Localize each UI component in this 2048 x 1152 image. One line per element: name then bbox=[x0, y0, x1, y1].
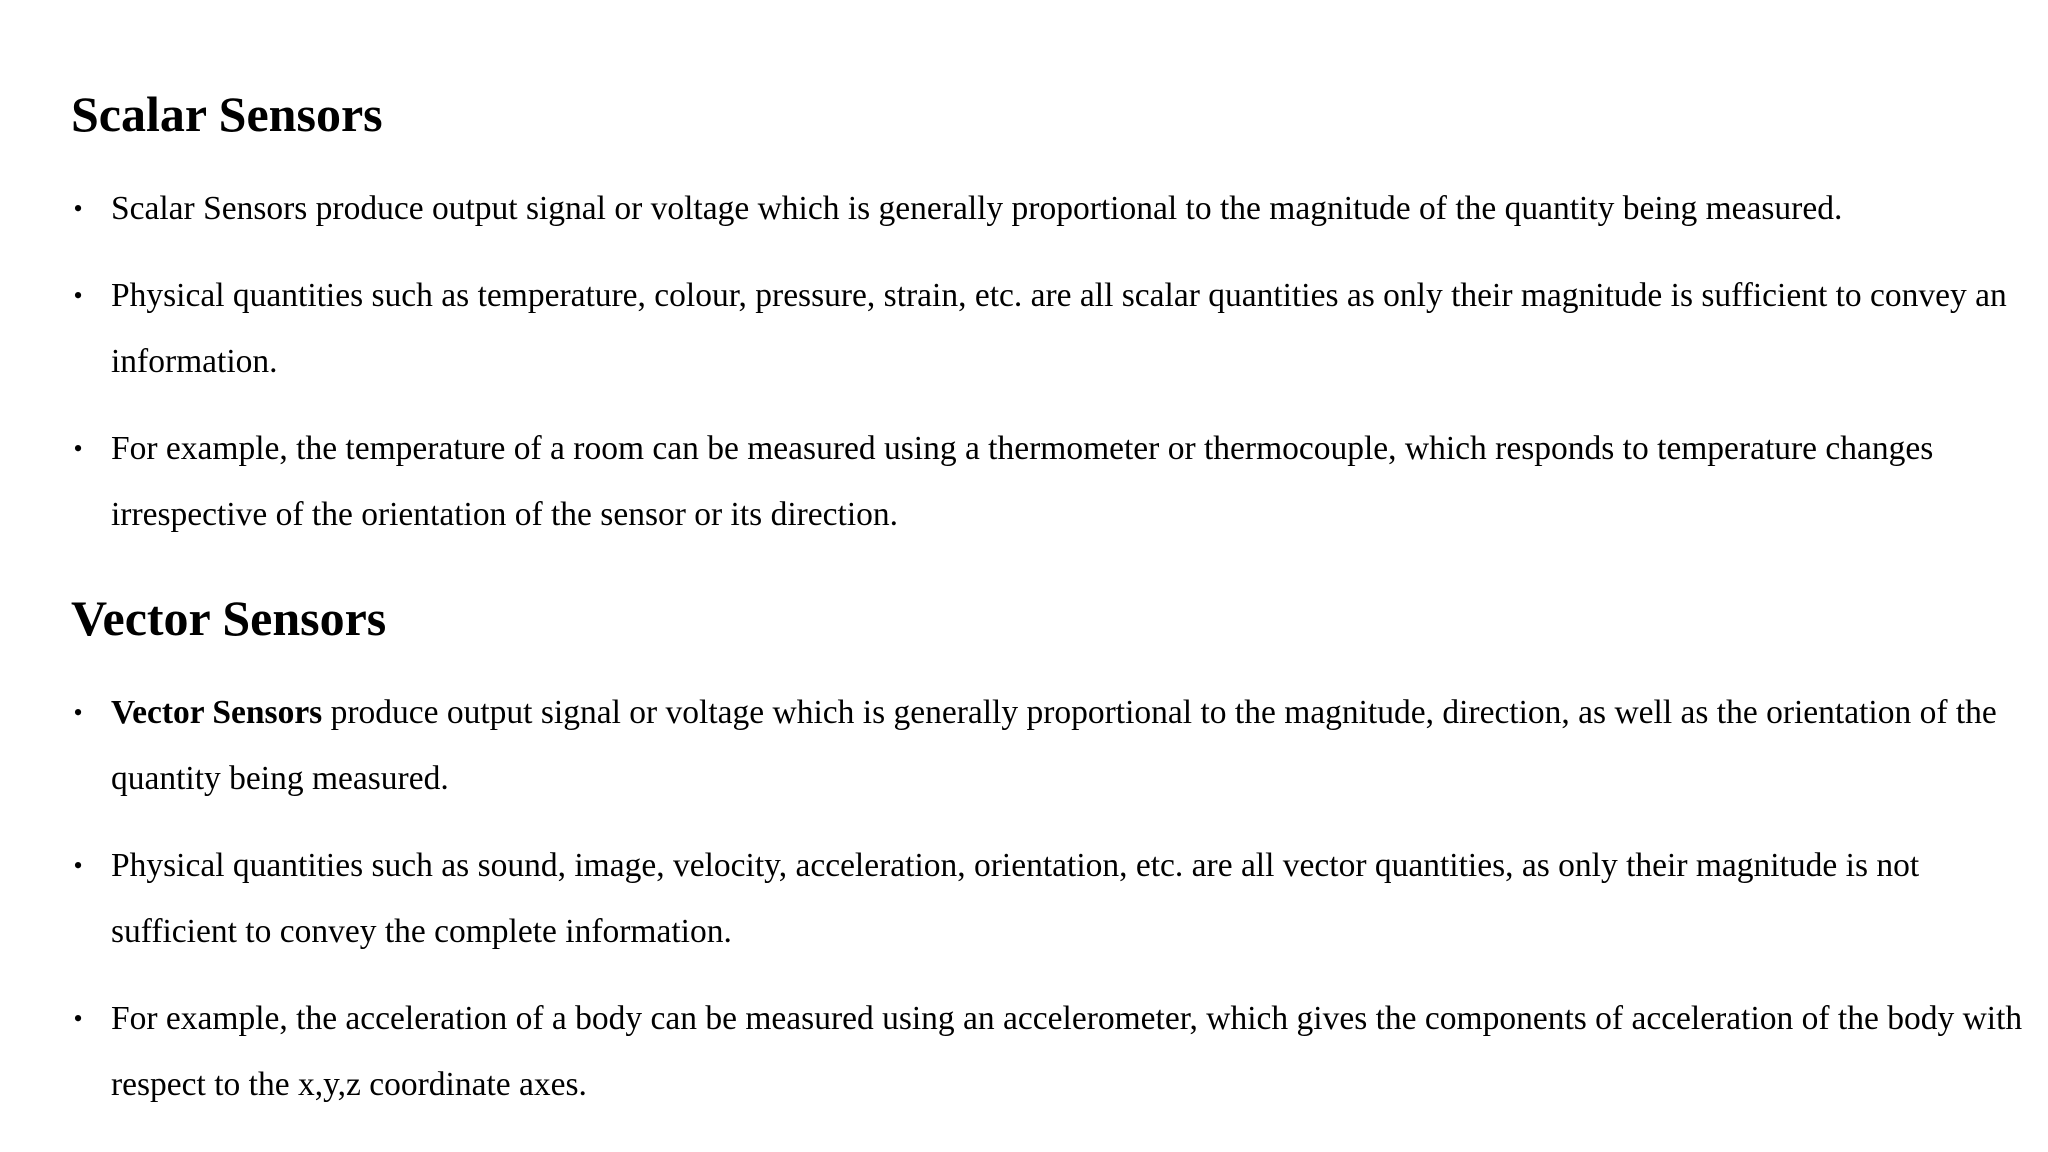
list-item-text: produce output signal or voltage which is generally proportional to the magnitude, direction, as well as the orientation of the quantity being measured. bbox=[111, 694, 1997, 797]
list-item bbox=[71, 986, 2031, 1118]
list-item-text: For example, the acceleration of a body can be measured using an accelerometer, which gives the components of acceleration of the body with respect to the x,y,z coordinate axes. bbox=[111, 1000, 2023, 1103]
scalar-sensors-heading: Scalar Sensors bbox=[71, 86, 383, 142]
list-item bbox=[71, 176, 2031, 242]
list-item bbox=[71, 416, 2031, 548]
bullet-icon: • bbox=[73, 851, 83, 880]
list-item-text: Physical quantities such as temperature, colour, pressure, strain, etc. are all scalar quantities as only their magnitude is sufficient to convey an information. bbox=[111, 277, 2007, 380]
list-item bbox=[71, 833, 2031, 965]
vector-sensors-list bbox=[71, 680, 2031, 1118]
list-item bbox=[71, 680, 2031, 812]
bullet-icon: • bbox=[73, 281, 83, 310]
vector-sensors-heading: Vector Sensors bbox=[71, 590, 387, 646]
list-item-text: Scalar Sensors produce output signal or voltage which is generally proportional to the magnitude of the quantity being measured. bbox=[111, 190, 1843, 227]
list-item-bold-term: Vector Sensors bbox=[111, 694, 323, 731]
bullet-icon: • bbox=[73, 194, 83, 223]
list-item-text: Physical quantities such as sound, image, velocity, acceleration, orientation, etc. are all vector quantities, as only their magnitude is not sufficient to convey the complete information. bbox=[111, 847, 1920, 950]
bullet-icon: • bbox=[73, 434, 83, 463]
list-item bbox=[71, 263, 2031, 395]
bullet-icon: • bbox=[73, 698, 83, 727]
scalar-sensors-list bbox=[71, 176, 2031, 548]
bullet-icon: • bbox=[73, 1004, 83, 1033]
list-item-text: For example, the temperature of a room can be measured using a thermometer or thermocouple, which responds to temperature changes irrespective of the orientation of the sensor or its direction. bbox=[111, 430, 1934, 533]
